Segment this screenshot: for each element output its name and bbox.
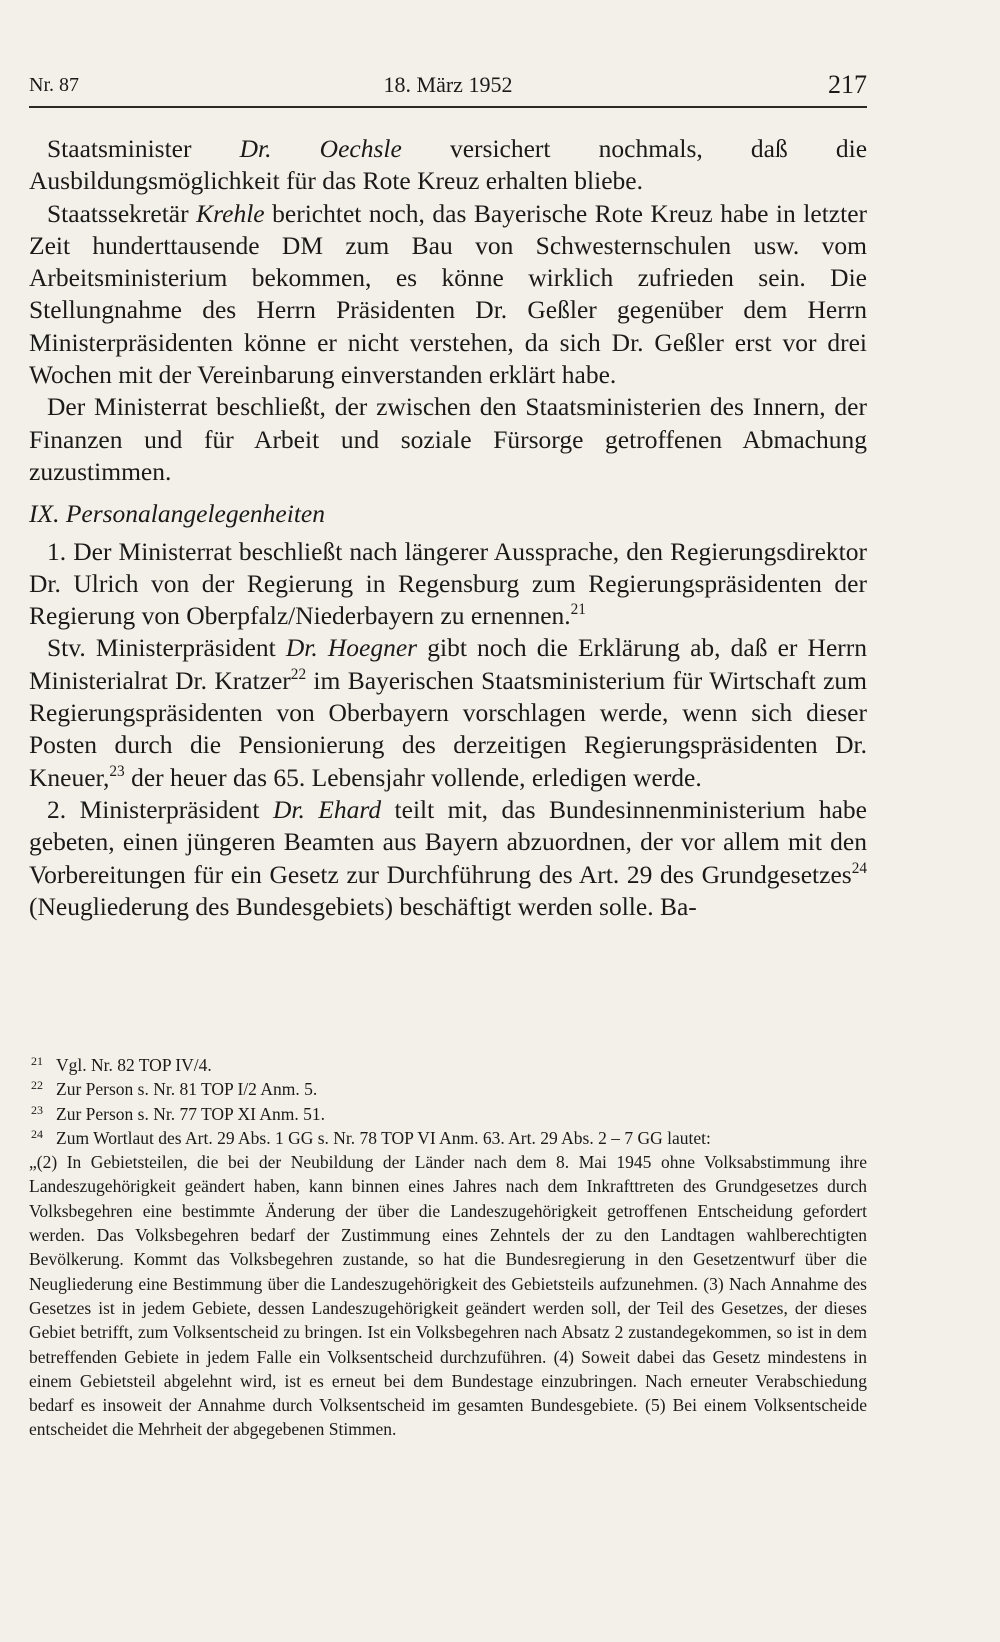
main-text <box>29 133 867 923</box>
text-run: gibt noch die Erklärung ab, daß er Herrn Ministerialrat Dr. Kratzer <box>29 633 867 695</box>
paragraph-item-2 <box>29 794 867 923</box>
footnote-ref: 22 <box>290 665 307 683</box>
text-run: der heuer das 65. Lebensjahr vollende, erledigen werde. <box>124 762 702 792</box>
paragraph-item-1 <box>29 536 867 633</box>
footnote-text: Zur Person s. Nr. 77 TOP XI Anm. 51. <box>56 1103 325 1124</box>
section-heading: IX. Personalangelegenheiten <box>29 499 325 529</box>
footnote-number: 24 <box>31 1126 43 1141</box>
text-run: 1. Der Ministerrat beschließt nach längerer Aussprache, den Regierungsdirektor Dr. Ulrich von der Regierung in Regensburg zum Regierungspräsidenten der Regierung von Oberpfalz/Niederbayern zu ernennen. <box>29 536 867 631</box>
footnote-ref: 23 <box>109 762 125 780</box>
footnote-ref: 24 <box>851 859 867 877</box>
footnotes <box>29 1053 867 1442</box>
text-run: Staatsminister <box>47 134 240 163</box>
running-header <box>29 70 867 108</box>
footnote-number: 23 <box>31 1102 43 1117</box>
footnote-text: Zum Wortlaut des Art. 29 Abs. 1 GG s. Nr. 78 TOP VI Anm. 63. Art. 29 Abs. 2 – 7 GG lautet: <box>56 1127 711 1148</box>
text-run: Staatssekretär <box>47 198 197 228</box>
footnote-21 <box>29 1053 867 1077</box>
paragraph-resolution: Der Ministerrat beschließt, der zwischen den Staatsministerien des Innern, der Finanzen und für Arbeit und soziale Fürsorge getroffenen Abmachung zuzustimmen. <box>29 392 867 486</box>
footnote-23 <box>29 1102 867 1126</box>
paragraph-oechsle <box>29 133 867 198</box>
speaker-name: Krehle <box>196 198 265 228</box>
text-run: Stv. Ministerpräsident <box>47 633 286 663</box>
text-run: (Neugliederung des Bundesgebiets) beschäftigt werden solle. Ba- <box>29 891 697 921</box>
paragraph-hoegner <box>29 632 867 793</box>
footnote-24-quote: „(2) In Gebietsteilen, die bei der Neubildung der Länder nach dem 8. Mai 1945 ohne Volksabstimmung ihre Landeszugehörigkeit geändert haben, kann binnen eines Jahres nach dem Inkrafttreten des Grundgesetzes durch Volksbegehren eine bestimmte Änderung der über die Landeszugehörigkeit getroffenen Entscheidung gefordert werden. Das Volksbegehren bedarf der Zustimmung eines Zehntels der zu den Landtagen wahlberechtigten Bevölkerung. Kommt das Volksbegehren zustande, so hat die Bundesregierung in den Gesetzentwurf über die Neugliederung eine Bestimmung über die Landeszugehörigkeit des Gebietsteils aufzunehmen. (3) Nach Annahme des Gesetzes ist in jedem Gebiete, dessen Landeszugehörigkeit geändert werden soll, der Teil des Gesetzes, der dieses Gebiet betrifft, zum Volksentscheid zu bringen. Ist ein Volksbegehren nach Absatz 2 zustandegekommen, so ist in dem betreffenden Gebiete in jedem Falle ein Volksentscheid durchzuführen. (4) Soweit dabei das Gesetz mindestens in einem Gebietsteil abgelehnt wird, ist es erneut bei dem Bundestage einzubringen. Nach erneuter Verabschiedung bedarf es insoweit der Annahme durch Volksentscheid im gesamten Bundesgebiete. (5) Bei einem Volksentscheide entscheidet die Mehrheit der abgegebenen Stimmen. <box>29 1152 867 1440</box>
header-date: 18. März 1952 <box>383 72 513 97</box>
footnote-24 <box>29 1126 867 1150</box>
paragraph-krehle <box>29 198 867 392</box>
footnote-22 <box>29 1077 867 1101</box>
document-number: Nr. 87 <box>29 74 79 96</box>
speaker-name: Dr. Hoegner <box>285 633 418 663</box>
page-number: 217 <box>828 70 867 99</box>
footnote-number: 21 <box>31 1054 43 1068</box>
speaker-name: Dr. Ehard <box>272 794 382 824</box>
footnote-number: 22 <box>31 1078 43 1093</box>
text-run: 2. Ministerpräsident <box>47 794 273 824</box>
footnote-ref: 21 <box>570 601 586 619</box>
footnote-text: Vgl. Nr. 82 TOP IV/4. <box>56 1055 212 1075</box>
speaker-name: Dr. Oechsle <box>239 134 402 163</box>
footnote-text: Zur Person s. Nr. 81 TOP I/2 Anm. 5. <box>56 1079 318 1100</box>
text-run: berichtet noch, das Bayerische Rote Kreuz habe in letzter Zeit hunderttausende DM zum Bau von Schwesternschulen usw. vom Arbeitsministerium bekommen, es könne wirklich zufrieden sein. Die Stellungnahme des Herrn Präsidenten Dr. Geßler gegenüber dem Herrn Ministerpräsidenten könne er nicht verstehen, da sich Dr. Geßler erst vor drei Wochen mit der Vereinbarung einverstanden erklärt habe. <box>29 198 868 390</box>
text-run: im Bayerischen Staatsministerium für Wirtschaft zum Regierungspräsidenten von Oberbayern vorschlagen werde, wenn sich dieser Posten durch die Pensionierung des derzeitigen Regierungspräsidenten Dr. Kneuer, <box>29 665 868 792</box>
text-run: teilt mit, das Bundesinnenministerium habe gebeten, einen jüngeren Beamten aus Bayern abzuordnen, der vor allem mit den Vorbereitungen für ein Gesetz zur Durchführung des Art. 29 des Grundgesetzes <box>29 794 867 889</box>
text-run: versichert nochmals, daß die Ausbildungsmöglichkeit für das Rote Kreuz erhalten bliebe. <box>29 134 868 196</box>
